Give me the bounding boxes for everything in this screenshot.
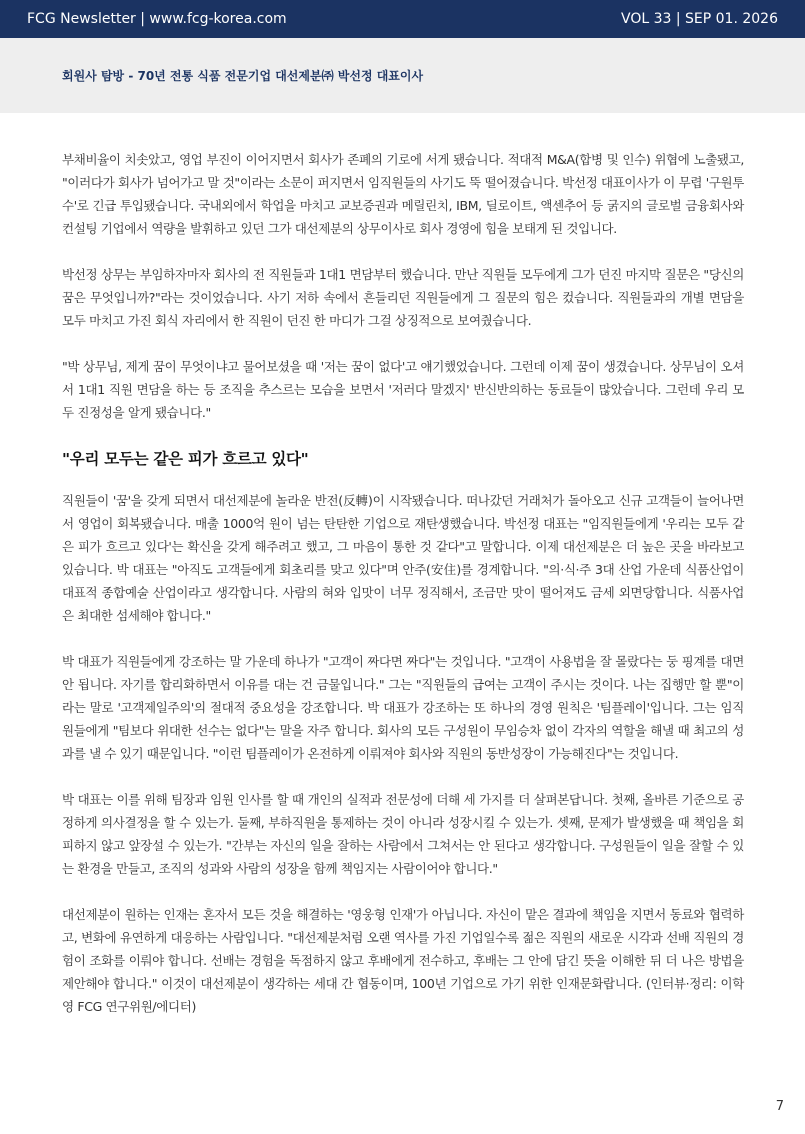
- body-paragraph-7: 대선제분이 원하는 인재는 혼자서 모든 것을 해결하는 '영웅형 인재'가 아닙니다. 자신이 맡은 결과에 책임을 지면서 동료와 협력하고, 변화에 유연하게 대응하는 사람입니다. "대선제분처럼 오랜 역사를 가진 기업일수록 젊은 직원의 새로운 시각과 선배 직원의 경험이 조화를 이뤄야 합니다. 선배는 경험을 독점하지 않고 후배에게 전수하고, 후배는 그 안에 담긴 뜻을 이해한 뒤 더 나은 방법을 제안해야 합니다." 이것이 대선제분이 생각하는 세대 간 협동이며, 100년 기업으로 가기 위한 인재문화랍니다. (인터뷰·정리: 이학영 FCG 연구위원/에디터): [62, 907, 744, 1014]
- article-body: [62, 148, 744, 1041]
- body-paragraph-1: 부채비율이 치솟았고, 영업 부진이 이어지면서 회사가 존폐의 기로에 서게 됐습니다. 적대적 M&A(합병 및 인수) 위협에 노출됐고, "이러다가 회사가 넘어가고 말 것"이라는 소문이 퍼지면서 임직원들의 사기도 뚝 떨어졌습니다. 박선정 대표이사가 이 무렵 '구원투수'로 긴급 투입됐습니다. 국내외에서 학업을 마치고 교보증권과 메릴린치, IBM, 딜로이트, 액센추어 등 굵지의 글로벌 금융회사와 컨설팅 기업에서 역량을 발휘하고 있던 그가 대선제분의 상무이사로 회사 경영에 힘을 보태게 된 것입니다.: [62, 152, 744, 236]
- newsletter-header-bar: [0, 0, 805, 38]
- body-paragraph-2: 박선정 상무는 부임하자마자 회사의 전 직원들과 1대1 면담부터 했습니다. 만난 직원들 모두에게 그가 던진 마지막 질문은 "당신의 꿈은 무엇입니까?"라는 것이었습니다. 사기 저하 속에서 흔들리던 직원들에게 그 질문의 힘은 컸습니다. 직원들과의 개별 면담을 모두 마치고 가진 회식 자리에서 한 직원이 던진 한 마디가 그걸 상징적으로 보여줬습니다.: [62, 267, 744, 328]
- article-title: 회원사 탐방 - 70년 전통 식품 전문기업 대선제분㈜ 박선정 대표이사: [62, 69, 424, 83]
- newsletter-site-label: FCG Newsletter | www.fcg-korea.com: [27, 11, 287, 27]
- section-heading: "우리 모두는 같은 피가 흐르고 있다": [62, 450, 309, 468]
- body-paragraph-6: 박 대표는 이를 위해 팀장과 임원 인사를 할 때 개인의 실적과 전문성에 더해 세 가지를 더 살펴본답니다. 첫째, 올바른 기준으로 공정하게 의사결정을 할 수 있는가. 둘째, 부하직원을 통제하는 것이 아니라 성장시킬 수 있는가. 셋째, 문제가 발생했을 때 책임을 회피하지 않고 앞장설 수 있는가. "간부는 자신의 일을 잘하는 사람에서 그쳐서는 안 된다고 생각합니다. 구성원들이 일을 잘할 수 있는 환경을 만들고, 조직의 성과와 사람의 성장을 함께 책임지는 사람이어야 합니다.": [62, 792, 744, 876]
- issue-volume-date: VOL 33 | SEP 01. 2026: [620, 11, 778, 27]
- body-paragraph-5: 박 대표가 직원들에게 강조하는 말 가운데 하나가 "고객이 짜다면 짜다"는 것입니다. "고객이 사용법을 잘 몰랐다는 둥 핑계를 대면 안 됩니다. 자기를 합리화하면서 이유를 대는 건 금물입니다." 그는 "직원들의 급여는 고객이 주시는 것이다. 나는 집행만 할 뿐"이라는 말로 '고객제일주의'의 절대적 중요성을 강조합니다. 박 대표가 강조하는 또 하나의 경영 원칙은 '팀플레이'입니다. 그는 임직원들에게 "팀보다 위대한 선수는 없다"는 말을 자주 합니다. 회사의 모든 구성원이 무임승차 없이 각자의 역할을 해낼 때 최고의 성과를 낼 수 있기 때문입니다. "이런 팀플레이가 온전하게 이뤄져야 회사와 직원의 동반성장이 가능해진다"는 것입니다.: [62, 654, 744, 761]
- body-paragraph-4: 직원들이 '꿈'을 갖게 되면서 대선제분에 놀라운 반전(反轉)이 시작됐습니다. 떠나갔던 거래처가 돌아오고 신규 고객들이 늘어나면서 영업이 회복됐습니다. 매출 1000억 원이 넘는 탄탄한 기업으로 재탄생했습니다. 박선정 대표는 "임직원들에게 '우리는 모두 같은 피가 흐르고 있다'는 확신을 갖게 해주려고 했고, 그 마음이 통한 것 같다"고 말합니다. 이제 대선제분은 더 높은 곳을 바라보고 있습니다. 박 대표는 "아직도 고객들에게 회초리를 맞고 있다"며 안주(安住)를 경계합니다. "의·식·주 3대 산업 가운데 식품산업이 대표적 종합예술 산업이라고 생각합니다. 사람의 혀와 입맛이 너무 정직해서, 조금만 맛이 떨어져도 금세 외면당합니다. 식품사업은 최대한 섬세해야 합니다.": [62, 493, 744, 623]
- page-number: 7: [775, 1099, 784, 1114]
- body-paragraph-3: "박 상무님, 제게 꿈이 무엇이냐고 물어보셨을 때 '저는 꿈이 없다'고 얘기했었습니다. 그런데 이제 꿈이 생겼습니다. 상무님이 오셔서 1대1 직원 면담을 하는 등 조직을 추스르는 모습을 보면서 '저러다 말겠지' 반신반의하는 동료들이 많았습니다. 그런데 우리 모두 진정성을 알게 됐습니다.": [62, 359, 744, 420]
- article-title-bar: [0, 38, 805, 113]
